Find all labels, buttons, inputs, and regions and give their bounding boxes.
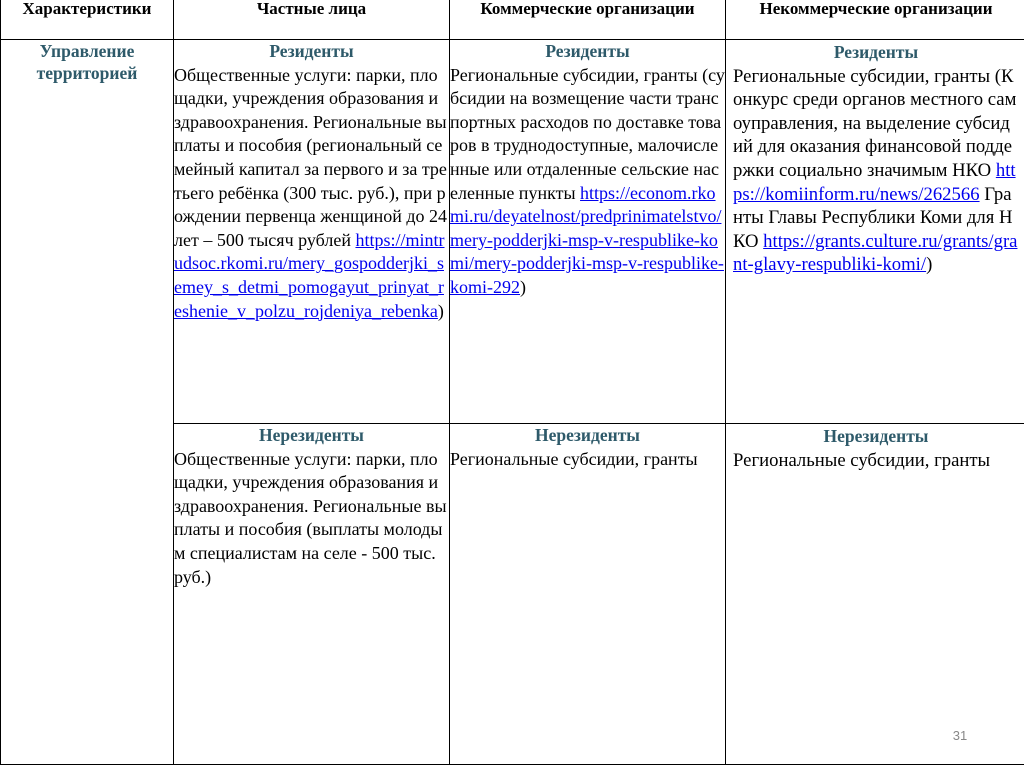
residents-private-text-end: ) — [437, 300, 444, 321]
nonresidents-heading: Нерезиденты — [259, 425, 364, 445]
header-row — [1, 0, 1024, 40]
residents-commercial-cell — [450, 40, 726, 424]
residents-noncommercial-text-grants: Гранты Главы Республики Коми для НКО — [733, 183, 1013, 252]
header-private-persons: Частные лица — [174, 0, 450, 40]
residents-commercial-link[interactable]: https://econom.rkomi.ru/deyatelnost/predprinimatelstvo/mery-podderjki-msp-v-respublike-komi/mery-podderjki-msp-v-respublike-komi-292 — [450, 182, 724, 297]
residents-noncommercial-text: Региональные субсидии, гранты (Конкурс среди органов местного самоуправления, на выделение субсидий для оказания финансовой поддержки социально значимым НКО — [733, 65, 1017, 181]
residents-heading: Резиденты — [545, 41, 630, 61]
nonresidents-commercial-cell — [450, 424, 726, 765]
residents-private-link[interactable]: https://mintrudsoc.rkomi.ru/mery_gospodderjki_semey_s_detmi_pomogayut_prinyat_reshenie_v_polzu_rojdeniya_rebenka — [174, 229, 445, 321]
residents-private-cell — [174, 40, 450, 424]
residents-heading: Резиденты — [269, 41, 354, 61]
nonresidents-private-text: Общественные услуги: парки, площадки, учреждения образования и здравоохранения. Региональные выплаты и пособия (выплаты молодым специалистам на селе - 500 тыс. руб.) — [174, 448, 447, 587]
header-commercial-orgs: Коммерческие организации — [450, 0, 726, 40]
residents-private-text: Общественные услуги: парки, площадки, учреждения образования и здравоохранения. Региональные выплаты и пособия (региональный семейный капитал за первого и за третьего ребёнка (300 тыс. руб.), при рождении первенца женщиной до 24 лет – 500 тысяч рублей — [174, 64, 448, 250]
nonresidents-private-cell — [174, 424, 450, 765]
nonresidents-noncommercial-cell — [726, 424, 1024, 765]
residents-row — [1, 40, 1024, 424]
page-number: 31 — [952, 728, 968, 743]
nonresidents-heading: Нерезиденты — [535, 425, 640, 445]
residents-noncommercial-link-komiinform[interactable]: https://komiinform.ru/news/262566 — [733, 159, 1016, 205]
nonresidents-heading: Нерезиденты — [823, 426, 929, 446]
residents-noncommercial-text-end: ) — [926, 254, 933, 276]
residents-commercial-text-end: ) — [520, 276, 526, 297]
residents-noncommercial-link-grants[interactable]: https://grants.culture.ru/grants/grant-glavy-respubliki-komi/ — [733, 230, 1018, 276]
residents-noncommercial-cell — [726, 40, 1024, 424]
header-noncommercial-orgs: Некоммерческие организации — [726, 0, 1024, 40]
residents-commercial-text: Региональные субсидии, гранты (субсидии на возмещение части транспортных расходов по доставке товаров в труднодоступные, малочисленные или отдаленные сельские населенные пункты — [450, 64, 725, 203]
residents-heading: Резиденты — [833, 42, 919, 62]
header-characteristics: Характеристики — [1, 0, 174, 40]
nonresidents-noncommercial-text: Региональные субсидии, гранты — [733, 449, 991, 471]
nonresidents-commercial-text: Региональные субсидии, гранты — [450, 448, 698, 469]
row-label-territory-management: Управление территорией — [1, 40, 174, 765]
